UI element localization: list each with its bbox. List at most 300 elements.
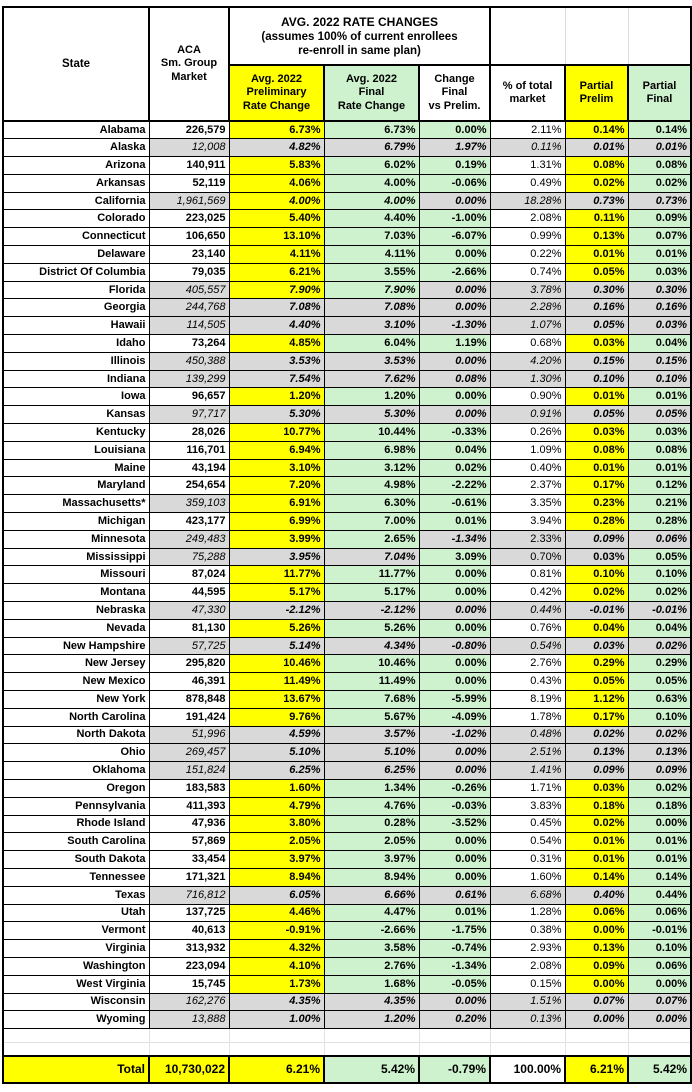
cell-state[interactable]: Missouri xyxy=(3,566,149,584)
cell-market[interactable]: 313,932 xyxy=(149,940,229,958)
cell-prelim[interactable]: 10.77% xyxy=(229,424,324,442)
cell-final[interactable]: 7.90% xyxy=(324,281,419,299)
cell-state[interactable]: Texas xyxy=(3,886,149,904)
cell-pct[interactable]: 1.78% xyxy=(490,708,565,726)
cell-change[interactable]: 0.00% xyxy=(419,246,490,264)
cell-final[interactable]: -2.12% xyxy=(324,602,419,620)
cell-market[interactable]: 878,848 xyxy=(149,691,229,709)
cell-final[interactable]: 11.77% xyxy=(324,566,419,584)
cell-change[interactable]: -0.33% xyxy=(419,424,490,442)
cell-pp[interactable]: 0.02% xyxy=(565,584,628,602)
cell-pf[interactable]: 0.10% xyxy=(628,940,691,958)
cell-market[interactable]: 47,330 xyxy=(149,602,229,620)
cell-change[interactable]: 0.00% xyxy=(419,281,490,299)
cell-pct[interactable]: 1.41% xyxy=(490,762,565,780)
cell-pct[interactable]: 0.49% xyxy=(490,174,565,192)
cell-final[interactable]: 1.20% xyxy=(324,388,419,406)
header-final[interactable] xyxy=(324,65,419,121)
cell-market[interactable]: 191,424 xyxy=(149,708,229,726)
cell-pp[interactable]: 0.05% xyxy=(565,263,628,281)
cell-pct[interactable]: 8.19% xyxy=(490,691,565,709)
cell-pf[interactable]: 0.63% xyxy=(628,691,691,709)
cell-pf[interactable]: 0.07% xyxy=(628,228,691,246)
cell-pf[interactable]: 0.44% xyxy=(628,886,691,904)
cell-final[interactable]: 7.04% xyxy=(324,548,419,566)
cell-change[interactable]: -0.06% xyxy=(419,174,490,192)
cell-pp[interactable]: 0.02% xyxy=(565,726,628,744)
cell-final[interactable]: 7.03% xyxy=(324,228,419,246)
cell-final[interactable]: 6.04% xyxy=(324,335,419,353)
cell-change[interactable]: 1.19% xyxy=(419,335,490,353)
cell-pp[interactable]: 0.18% xyxy=(565,797,628,815)
cell-change[interactable]: 0.01% xyxy=(419,904,490,922)
cell-pp[interactable]: 0.01% xyxy=(565,833,628,851)
cell-prelim[interactable]: 5.83% xyxy=(229,157,324,175)
cell-prelim[interactable]: 5.30% xyxy=(229,406,324,424)
cell-final[interactable]: 6.25% xyxy=(324,762,419,780)
cell-state[interactable]: Nebraska xyxy=(3,602,149,620)
cell-prelim[interactable]: 3.10% xyxy=(229,459,324,477)
cell-final[interactable]: 6.98% xyxy=(324,441,419,459)
cell-pct[interactable]: 0.74% xyxy=(490,263,565,281)
cell-final[interactable]: 3.57% xyxy=(324,726,419,744)
cell-pf[interactable]: -0.01% xyxy=(628,922,691,940)
total-final[interactable]: 5.42% xyxy=(324,1056,419,1083)
cell-market[interactable]: 254,654 xyxy=(149,477,229,495)
cell-pct[interactable]: 0.43% xyxy=(490,673,565,691)
cell-prelim[interactable]: 3.97% xyxy=(229,851,324,869)
cell-prelim[interactable]: 4.85% xyxy=(229,335,324,353)
cell-change[interactable]: -0.05% xyxy=(419,975,490,993)
cell-pct[interactable]: 0.70% xyxy=(490,548,565,566)
cell-pct[interactable]: 2.33% xyxy=(490,530,565,548)
cell-change[interactable]: -0.26% xyxy=(419,779,490,797)
cell-state[interactable]: Rhode Island xyxy=(3,815,149,833)
cell-prelim[interactable]: -2.12% xyxy=(229,602,324,620)
cell-final[interactable]: 6.30% xyxy=(324,495,419,513)
cell-market[interactable]: 114,505 xyxy=(149,317,229,335)
cell-market[interactable]: 171,321 xyxy=(149,868,229,886)
cell-market[interactable]: 140,911 xyxy=(149,157,229,175)
cell-market[interactable]: 79,035 xyxy=(149,263,229,281)
cell-change[interactable]: 0.00% xyxy=(419,868,490,886)
cell-state[interactable]: New Jersey xyxy=(3,655,149,673)
cell-prelim[interactable]: 4.10% xyxy=(229,957,324,975)
cell-final[interactable]: 6.66% xyxy=(324,886,419,904)
cell-prelim[interactable]: 13.67% xyxy=(229,691,324,709)
cell-state[interactable]: Colorado xyxy=(3,210,149,228)
cell-pf[interactable]: 0.14% xyxy=(628,121,691,139)
cell-market[interactable]: 423,177 xyxy=(149,513,229,531)
total-partial-prelim[interactable]: 6.21% xyxy=(565,1056,628,1083)
cell-pf[interactable]: 0.00% xyxy=(628,815,691,833)
cell-prelim[interactable]: 4.59% xyxy=(229,726,324,744)
cell-change[interactable]: 0.08% xyxy=(419,370,490,388)
cell-pf[interactable]: 0.73% xyxy=(628,192,691,210)
cell-prelim[interactable]: 3.80% xyxy=(229,815,324,833)
cell-change[interactable]: -6.07% xyxy=(419,228,490,246)
cell-prelim[interactable]: 5.17% xyxy=(229,584,324,602)
cell-pp[interactable]: 0.11% xyxy=(565,210,628,228)
cell-state[interactable]: Iowa xyxy=(3,388,149,406)
cell-prelim[interactable]: 3.53% xyxy=(229,352,324,370)
cell-change[interactable]: -2.22% xyxy=(419,477,490,495)
cell-state[interactable]: Alaska xyxy=(3,139,149,157)
cell-change[interactable]: -1.02% xyxy=(419,726,490,744)
cell-pp[interactable]: 0.03% xyxy=(565,779,628,797)
cell-final[interactable]: 2.05% xyxy=(324,833,419,851)
cell-market[interactable]: 1,961,569 xyxy=(149,192,229,210)
cell-change[interactable]: 0.00% xyxy=(419,299,490,317)
header-pct-of-market[interactable] xyxy=(490,65,565,121)
cell-market[interactable]: 57,725 xyxy=(149,637,229,655)
cell-pct[interactable]: 0.68% xyxy=(490,335,565,353)
cell-change[interactable]: -0.80% xyxy=(419,637,490,655)
cell-state[interactable]: Oklahoma xyxy=(3,762,149,780)
cell-pf[interactable]: 0.02% xyxy=(628,174,691,192)
header-change[interactable] xyxy=(419,65,490,121)
cell-final[interactable]: 2.65% xyxy=(324,530,419,548)
cell-prelim[interactable]: 5.26% xyxy=(229,619,324,637)
cell-pf[interactable]: 0.02% xyxy=(628,726,691,744)
cell-change[interactable]: 0.00% xyxy=(419,833,490,851)
cell-market[interactable]: 162,276 xyxy=(149,993,229,1011)
cell-pf[interactable]: 0.10% xyxy=(628,566,691,584)
cell-change[interactable]: -1.30% xyxy=(419,317,490,335)
total-change[interactable]: -0.79% xyxy=(419,1056,490,1083)
cell-final[interactable]: -2.66% xyxy=(324,922,419,940)
cell-pf[interactable]: 0.12% xyxy=(628,477,691,495)
cell-pct[interactable]: 2.93% xyxy=(490,940,565,958)
cell-state[interactable]: Minnesota xyxy=(3,530,149,548)
cell-state[interactable]: Oregon xyxy=(3,779,149,797)
cell-market[interactable]: 450,388 xyxy=(149,352,229,370)
cell-pp[interactable]: 0.06% xyxy=(565,904,628,922)
cell-state[interactable]: Hawaii xyxy=(3,317,149,335)
cell-state[interactable]: Montana xyxy=(3,584,149,602)
cell-change[interactable]: -0.74% xyxy=(419,940,490,958)
cell-pf[interactable]: 0.30% xyxy=(628,281,691,299)
cell-pp[interactable]: 0.23% xyxy=(565,495,628,513)
cell-change[interactable]: -0.03% xyxy=(419,797,490,815)
cell-change[interactable]: 0.00% xyxy=(419,388,490,406)
cell-pf[interactable]: 0.06% xyxy=(628,957,691,975)
cell-pf[interactable]: 0.04% xyxy=(628,335,691,353)
cell-pp[interactable]: 0.73% xyxy=(565,192,628,210)
cell-change[interactable]: 1.97% xyxy=(419,139,490,157)
cell-change[interactable]: -1.00% xyxy=(419,210,490,228)
cell-state[interactable]: Arizona xyxy=(3,157,149,175)
cell-pf[interactable]: 0.03% xyxy=(628,424,691,442)
cell-pp[interactable]: 0.01% xyxy=(565,139,628,157)
cell-prelim[interactable]: 4.32% xyxy=(229,940,324,958)
cell-prelim[interactable]: 4.00% xyxy=(229,192,324,210)
cell-market[interactable]: 405,557 xyxy=(149,281,229,299)
cell-change[interactable]: 0.01% xyxy=(419,513,490,531)
cell-market[interactable]: 295,820 xyxy=(149,655,229,673)
cell-prelim[interactable]: 2.05% xyxy=(229,833,324,851)
cell-change[interactable]: 0.00% xyxy=(419,744,490,762)
cell-state[interactable]: Alabama xyxy=(3,121,149,139)
cell-pct[interactable]: 0.54% xyxy=(490,833,565,851)
cell-pp[interactable]: 0.01% xyxy=(565,459,628,477)
cell-prelim[interactable]: 5.10% xyxy=(229,744,324,762)
cell-final[interactable]: 7.62% xyxy=(324,370,419,388)
cell-pct[interactable]: 0.81% xyxy=(490,566,565,584)
cell-market[interactable]: 28,026 xyxy=(149,424,229,442)
cell-pct[interactable]: 1.30% xyxy=(490,370,565,388)
cell-market[interactable]: 33,454 xyxy=(149,851,229,869)
header-market[interactable] xyxy=(149,7,229,121)
cell-change[interactable]: -0.61% xyxy=(419,495,490,513)
cell-pf[interactable]: 0.04% xyxy=(628,619,691,637)
cell-prelim[interactable]: 1.60% xyxy=(229,779,324,797)
cell-final[interactable]: 1.20% xyxy=(324,1011,419,1029)
cell-pp[interactable]: 0.17% xyxy=(565,477,628,495)
cell-market[interactable]: 43,194 xyxy=(149,459,229,477)
total-market[interactable]: 10,730,022 xyxy=(149,1056,229,1083)
header-partial-prelim[interactable] xyxy=(565,65,628,121)
cell-prelim[interactable]: 7.54% xyxy=(229,370,324,388)
cell-final[interactable]: 0.28% xyxy=(324,815,419,833)
cell-pp[interactable]: 0.30% xyxy=(565,281,628,299)
cell-pct[interactable]: 3.35% xyxy=(490,495,565,513)
cell-pf[interactable]: 0.03% xyxy=(628,317,691,335)
cell-pp[interactable]: 0.09% xyxy=(565,530,628,548)
cell-pf[interactable]: 0.05% xyxy=(628,548,691,566)
cell-market[interactable]: 40,613 xyxy=(149,922,229,940)
cell-pf[interactable]: 0.14% xyxy=(628,868,691,886)
cell-pf[interactable]: 0.10% xyxy=(628,708,691,726)
cell-pct[interactable]: 1.28% xyxy=(490,904,565,922)
cell-market[interactable]: 52,119 xyxy=(149,174,229,192)
cell-final[interactable]: 6.73% xyxy=(324,121,419,139)
cell-state[interactable]: South Carolina xyxy=(3,833,149,851)
cell-pf[interactable]: 0.09% xyxy=(628,762,691,780)
cell-change[interactable]: 0.00% xyxy=(419,406,490,424)
cell-state[interactable]: New Mexico xyxy=(3,673,149,691)
cell-market[interactable]: 151,824 xyxy=(149,762,229,780)
cell-prelim[interactable]: 6.25% xyxy=(229,762,324,780)
cell-pp[interactable]: 0.01% xyxy=(565,851,628,869)
cell-market[interactable]: 244,768 xyxy=(149,299,229,317)
cell-change[interactable]: -4.09% xyxy=(419,708,490,726)
cell-change[interactable]: 0.00% xyxy=(419,762,490,780)
cell-change[interactable]: 0.00% xyxy=(419,584,490,602)
cell-pct[interactable]: 0.11% xyxy=(490,139,565,157)
cell-market[interactable]: 12,008 xyxy=(149,139,229,157)
cell-market[interactable]: 223,094 xyxy=(149,957,229,975)
cell-state[interactable]: Maryland xyxy=(3,477,149,495)
cell-pp[interactable]: 0.13% xyxy=(565,228,628,246)
cell-pct[interactable]: 3.83% xyxy=(490,797,565,815)
cell-pf[interactable]: 0.15% xyxy=(628,352,691,370)
cell-final[interactable]: 4.76% xyxy=(324,797,419,815)
cell-final[interactable]: 3.53% xyxy=(324,352,419,370)
cell-state[interactable]: Louisiana xyxy=(3,441,149,459)
cell-market[interactable]: 87,024 xyxy=(149,566,229,584)
cell-state[interactable]: Kentucky xyxy=(3,424,149,442)
cell-final[interactable]: 6.79% xyxy=(324,139,419,157)
cell-change[interactable]: -1.34% xyxy=(419,957,490,975)
cell-market[interactable]: 96,657 xyxy=(149,388,229,406)
cell-prelim[interactable]: 11.49% xyxy=(229,673,324,691)
cell-prelim[interactable]: 11.77% xyxy=(229,566,324,584)
total-pct[interactable]: 100.00% xyxy=(490,1056,565,1083)
cell-pf[interactable]: 0.28% xyxy=(628,513,691,531)
cell-pf[interactable]: 0.07% xyxy=(628,993,691,1011)
cell-pf[interactable]: 0.03% xyxy=(628,263,691,281)
cell-prelim[interactable]: 3.99% xyxy=(229,530,324,548)
cell-pp[interactable]: 0.08% xyxy=(565,157,628,175)
cell-pct[interactable]: 1.31% xyxy=(490,157,565,175)
cell-pf[interactable]: 0.06% xyxy=(628,904,691,922)
cell-prelim[interactable]: 13.10% xyxy=(229,228,324,246)
cell-pp[interactable]: 0.00% xyxy=(565,975,628,993)
cell-final[interactable]: 5.26% xyxy=(324,619,419,637)
total-label[interactable]: Total xyxy=(3,1056,149,1083)
cell-change[interactable]: 0.00% xyxy=(419,121,490,139)
cell-pct[interactable]: 1.60% xyxy=(490,868,565,886)
cell-pp[interactable]: 0.00% xyxy=(565,1011,628,1029)
cell-pct[interactable]: 0.54% xyxy=(490,637,565,655)
cell-market[interactable]: 73,264 xyxy=(149,335,229,353)
cell-state[interactable]: Illinois xyxy=(3,352,149,370)
cell-pp[interactable]: 0.03% xyxy=(565,637,628,655)
cell-pp[interactable]: 0.05% xyxy=(565,317,628,335)
cell-change[interactable]: -1.75% xyxy=(419,922,490,940)
cell-market[interactable]: 23,140 xyxy=(149,246,229,264)
cell-market[interactable]: 97,717 xyxy=(149,406,229,424)
cell-final[interactable]: 6.02% xyxy=(324,157,419,175)
cell-change[interactable]: 0.00% xyxy=(419,566,490,584)
cell-pf[interactable]: 0.10% xyxy=(628,370,691,388)
cell-state[interactable]: South Dakota xyxy=(3,851,149,869)
cell-final[interactable]: 4.00% xyxy=(324,192,419,210)
cell-pf[interactable]: -0.01% xyxy=(628,602,691,620)
cell-pct[interactable]: 0.99% xyxy=(490,228,565,246)
cell-final[interactable]: 10.44% xyxy=(324,424,419,442)
cell-state[interactable]: Michigan xyxy=(3,513,149,531)
cell-final[interactable]: 3.58% xyxy=(324,940,419,958)
cell-pp[interactable]: 0.01% xyxy=(565,246,628,264)
cell-pct[interactable]: 0.38% xyxy=(490,922,565,940)
cell-final[interactable]: 7.08% xyxy=(324,299,419,317)
cell-market[interactable]: 411,393 xyxy=(149,797,229,815)
cell-pct[interactable]: 1.07% xyxy=(490,317,565,335)
cell-pf[interactable]: 0.21% xyxy=(628,495,691,513)
header-partial-final[interactable] xyxy=(628,65,691,121)
cell-final[interactable]: 3.12% xyxy=(324,459,419,477)
header-rate-changes-title[interactable] xyxy=(229,7,490,65)
cell-pf[interactable]: 0.05% xyxy=(628,673,691,691)
total-partial-final[interactable]: 5.42% xyxy=(628,1056,691,1083)
cell-prelim[interactable]: 6.94% xyxy=(229,441,324,459)
cell-pp[interactable]: 0.10% xyxy=(565,566,628,584)
cell-pct[interactable]: 18.28% xyxy=(490,192,565,210)
cell-prelim[interactable]: 6.21% xyxy=(229,263,324,281)
cell-change[interactable]: 0.04% xyxy=(419,441,490,459)
cell-market[interactable]: 15,745 xyxy=(149,975,229,993)
cell-final[interactable]: 3.55% xyxy=(324,263,419,281)
cell-pct[interactable]: 0.76% xyxy=(490,619,565,637)
cell-pct[interactable]: 0.90% xyxy=(490,388,565,406)
cell-prelim[interactable]: 5.14% xyxy=(229,637,324,655)
cell-state[interactable]: Massachusetts* xyxy=(3,495,149,513)
cell-pct[interactable]: 0.31% xyxy=(490,851,565,869)
cell-state[interactable]: Mississippi xyxy=(3,548,149,566)
cell-market[interactable]: 75,288 xyxy=(149,548,229,566)
cell-prelim[interactable]: 4.40% xyxy=(229,317,324,335)
cell-pf[interactable]: 0.01% xyxy=(628,246,691,264)
cell-pf[interactable]: 0.01% xyxy=(628,388,691,406)
cell-change[interactable]: 0.02% xyxy=(419,459,490,477)
cell-pf[interactable]: 0.00% xyxy=(628,975,691,993)
cell-state[interactable]: North Dakota xyxy=(3,726,149,744)
cell-market[interactable]: 106,650 xyxy=(149,228,229,246)
cell-state[interactable]: Virginia xyxy=(3,940,149,958)
cell-final[interactable]: 5.17% xyxy=(324,584,419,602)
cell-pct[interactable]: 0.91% xyxy=(490,406,565,424)
cell-pct[interactable]: 6.68% xyxy=(490,886,565,904)
cell-prelim[interactable]: 7.90% xyxy=(229,281,324,299)
cell-pct[interactable]: 2.11% xyxy=(490,121,565,139)
cell-final[interactable]: 4.40% xyxy=(324,210,419,228)
cell-prelim[interactable]: 9.76% xyxy=(229,708,324,726)
cell-change[interactable]: -5.99% xyxy=(419,691,490,709)
cell-pf[interactable]: 0.05% xyxy=(628,406,691,424)
cell-state[interactable]: West Virginia xyxy=(3,975,149,993)
cell-market[interactable]: 137,725 xyxy=(149,904,229,922)
cell-pp[interactable]: 0.07% xyxy=(565,993,628,1011)
cell-final[interactable]: 4.35% xyxy=(324,993,419,1011)
cell-pct[interactable]: 0.44% xyxy=(490,602,565,620)
cell-market[interactable]: 226,579 xyxy=(149,121,229,139)
cell-pct[interactable]: 2.08% xyxy=(490,957,565,975)
cell-pp[interactable]: 0.10% xyxy=(565,370,628,388)
cell-final[interactable]: 5.10% xyxy=(324,744,419,762)
cell-pct[interactable]: 4.20% xyxy=(490,352,565,370)
cell-change[interactable]: 0.00% xyxy=(419,655,490,673)
cell-pp[interactable]: 0.14% xyxy=(565,868,628,886)
cell-state[interactable]: Indiana xyxy=(3,370,149,388)
cell-final[interactable]: 4.34% xyxy=(324,637,419,655)
cell-pct[interactable]: 0.15% xyxy=(490,975,565,993)
cell-pct[interactable]: 0.26% xyxy=(490,424,565,442)
cell-prelim[interactable]: 4.79% xyxy=(229,797,324,815)
cell-prelim[interactable]: 7.08% xyxy=(229,299,324,317)
cell-change[interactable]: -2.66% xyxy=(419,263,490,281)
cell-final[interactable]: 11.49% xyxy=(324,673,419,691)
cell-final[interactable]: 1.68% xyxy=(324,975,419,993)
cell-prelim[interactable]: -0.91% xyxy=(229,922,324,940)
cell-state[interactable]: Pennsylvania xyxy=(3,797,149,815)
cell-pct[interactable]: 2.76% xyxy=(490,655,565,673)
cell-pp[interactable]: 0.08% xyxy=(565,441,628,459)
cell-pct[interactable]: 1.71% xyxy=(490,779,565,797)
cell-state[interactable]: Wyoming xyxy=(3,1011,149,1029)
cell-final[interactable]: 8.94% xyxy=(324,868,419,886)
cell-prelim[interactable]: 1.20% xyxy=(229,388,324,406)
cell-pp[interactable]: 0.03% xyxy=(565,548,628,566)
cell-final[interactable]: 5.30% xyxy=(324,406,419,424)
cell-state[interactable]: Nevada xyxy=(3,619,149,637)
cell-state[interactable]: Arkansas xyxy=(3,174,149,192)
cell-pp[interactable]: 0.03% xyxy=(565,424,628,442)
cell-pp[interactable]: 0.40% xyxy=(565,886,628,904)
cell-final[interactable]: 3.10% xyxy=(324,317,419,335)
cell-change[interactable]: 0.00% xyxy=(419,619,490,637)
